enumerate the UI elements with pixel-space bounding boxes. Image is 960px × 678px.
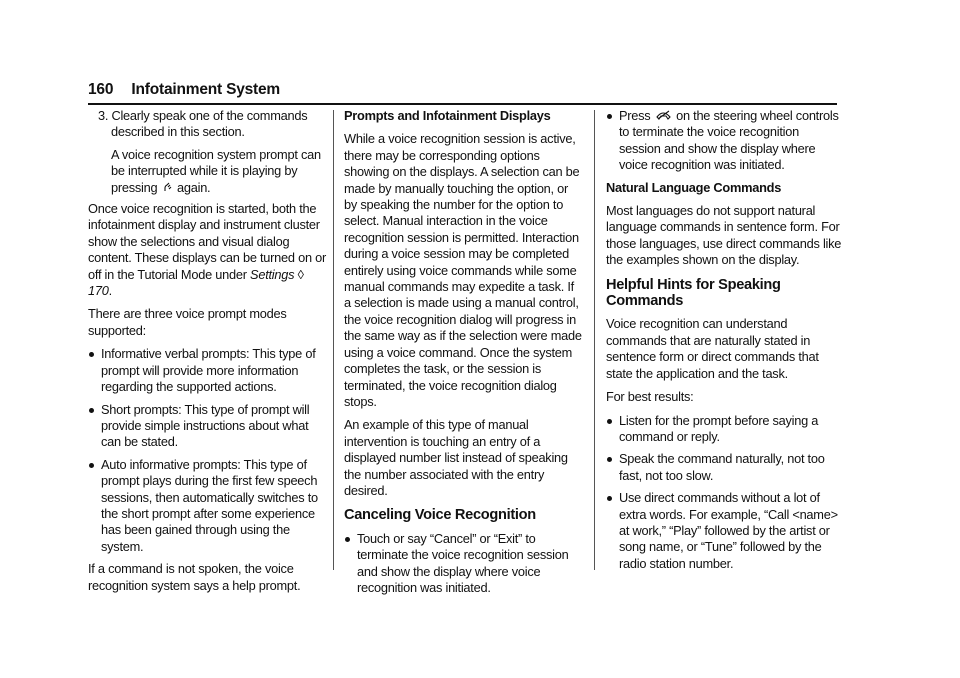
bullet-icon bbox=[345, 537, 350, 542]
period: . bbox=[108, 283, 112, 299]
modes-intro: There are three voice prompt modes supported: bbox=[88, 306, 287, 338]
press-list bbox=[606, 108, 842, 174]
list-item bbox=[606, 451, 842, 484]
list-item bbox=[606, 413, 842, 446]
list-item-text: Touch or say “Cancel” or “Exit” to terminate the voice recognition session and show the display where voice recognition was initiated. bbox=[357, 530, 569, 595]
list-item bbox=[88, 457, 326, 555]
natural-language-paragraph: Most languages do not support natural language commands in sentence form. For those languages, use direct commands like the examples shown on the display. bbox=[606, 203, 842, 268]
page-header bbox=[88, 81, 280, 99]
display-paragraph bbox=[88, 201, 326, 299]
header-rule bbox=[88, 103, 837, 105]
help-prompt-paragraph: If a command is not spoken, the voice recognition system says a help prompt. bbox=[88, 561, 301, 593]
end-call-icon bbox=[656, 108, 671, 124]
list-item-text: Speak the command naturally, not too fast, not too slow. bbox=[619, 451, 825, 483]
column-1 bbox=[88, 108, 326, 601]
bullet-icon bbox=[89, 352, 94, 357]
bullet-icon bbox=[607, 419, 612, 424]
prompts-displays-heading: Prompts and Infotainment Displays bbox=[344, 108, 551, 123]
bullet-icon bbox=[607, 457, 612, 462]
helpful-hints-heading: Helpful Hints for Speaking Commands bbox=[606, 276, 781, 310]
column-2 bbox=[344, 108, 583, 602]
settings-link[interactable]: Settings bbox=[250, 266, 295, 282]
best-results-label: For best results: bbox=[606, 389, 694, 405]
list-item bbox=[88, 346, 326, 395]
canceling-list bbox=[344, 531, 583, 597]
voice-talk-icon bbox=[163, 180, 172, 196]
list-item bbox=[344, 531, 583, 597]
page-number: 160 bbox=[88, 81, 114, 98]
list-item bbox=[606, 108, 842, 174]
bullet-icon bbox=[89, 408, 94, 413]
column-divider-1 bbox=[333, 110, 334, 570]
manual-intervention-paragraph: An example of this type of manual intervention is touching an entry of a displayed number list instead of speaking the number associated with the entry desired. bbox=[344, 417, 568, 498]
press-text-end: on the steering wheel controls to terminate the voice recognition session and show the display where voice recognition was initiated. bbox=[619, 108, 839, 173]
bullet-icon bbox=[607, 496, 612, 501]
page-ref-icon: ◊ bbox=[297, 266, 304, 282]
column-divider-2 bbox=[594, 110, 595, 570]
settings-page-ref[interactable]: 170 bbox=[88, 283, 109, 299]
list-item-text: Use direct commands without a lot of extra words. For example, “Call <name> at work,” “Play” followed by the artist or song name, or “Tune” followed by the radio station number. bbox=[619, 490, 838, 571]
column-3 bbox=[606, 108, 842, 578]
list-item-text: Auto informative prompts: This type of prompt plays during the first few speech sessions, then automatically switches to the short prompt after some experience has been gained through using the system. bbox=[101, 456, 318, 554]
step-3-note-end: again. bbox=[177, 179, 211, 195]
display-paragraph-text: Once voice recognition is started, both the infotainment display and instrument cluster show the selections and visual dialog content. These displays can be turned on or off in the Tutorial Mode under bbox=[88, 201, 327, 282]
best-results-list bbox=[606, 413, 842, 573]
press-text: Press bbox=[619, 108, 651, 123]
session-paragraph: While a voice recognition session is active, there may be corresponding options showing on the displays. A selection can be made by manually touching the option, or by speaking the number for the option to select. Manual interaction in the voice recognition session is permitted. Interaction during a voice session may be completed entirely using voice commands while some manual commands may expedite a task. If a selection is made using a manual control, the voice recognition dialog will progress in the same way as if the selection were made using a voice command. Once the system completes the task, or the session is terminated, the voice recognition dialog stops. bbox=[344, 131, 582, 409]
prompt-modes-list bbox=[88, 346, 326, 555]
hints-paragraph: Voice recognition can understand commands that are naturally stated in sentence form or direct commands that state the application and the task. bbox=[606, 316, 819, 381]
bullet-icon bbox=[607, 114, 612, 119]
list-item-text: Short prompts: This type of prompt will provide simple instructions about what can be stated. bbox=[101, 401, 310, 450]
step-3-note-text: A voice recognition system prompt can be interrupted while it is playing by pressing bbox=[111, 146, 321, 195]
bullet-icon bbox=[89, 463, 94, 468]
step-3-note bbox=[88, 147, 326, 196]
list-item-text: Informative verbal prompts: This type of prompt will provide more information regarding the supported actions. bbox=[101, 346, 316, 395]
natural-language-heading: Natural Language Commands bbox=[606, 179, 782, 195]
canceling-heading: Canceling Voice Recognition bbox=[344, 507, 536, 524]
list-item bbox=[606, 490, 842, 572]
section-title: Infotainment System bbox=[131, 81, 281, 98]
step-3: 3. Clearly speak one of the commands described in this section. bbox=[98, 108, 308, 140]
list-item bbox=[88, 402, 326, 451]
list-item-text: Listen for the prompt before saying a command or reply. bbox=[619, 412, 819, 444]
